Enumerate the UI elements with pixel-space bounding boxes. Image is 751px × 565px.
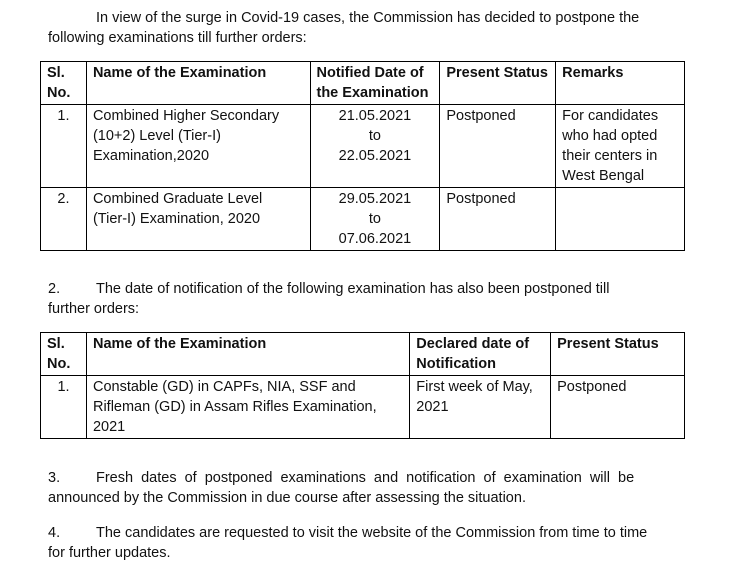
- table-header-row: [41, 62, 685, 105]
- row-remarks: [556, 188, 685, 251]
- header-present-status: Present Status: [551, 333, 685, 376]
- header-remarks: Remarks: [556, 62, 685, 105]
- row-sl: 2.: [41, 188, 87, 251]
- row-exam-name: Combined Graduate Level (Tier-I) Examination, 2020: [86, 188, 310, 251]
- para-3-number: 3.: [48, 470, 61, 486]
- table-row: [41, 376, 685, 439]
- paragraph-4: [48, 523, 738, 563]
- notification-postponed-table: [40, 332, 685, 439]
- para-2-line-2: further orders:: [48, 301, 140, 317]
- header-exam-name: Name of the Examination: [86, 333, 409, 376]
- row-status: Postponed: [440, 188, 556, 251]
- row-date: 21.05.2021 to 22.05.2021: [310, 105, 440, 188]
- row-exam-name: Constable (GD) in CAPFs, NIA, SSF and Rifleman (GD) in Assam Rifles Examination, 2021: [86, 376, 409, 439]
- para-2-number: 2.: [48, 281, 61, 297]
- table-row: [41, 188, 685, 251]
- row-exam-name: Combined Higher Secondary (10+2) Level (Tier-I) Examination,2020: [86, 105, 310, 188]
- row-status: Postponed: [551, 376, 685, 439]
- header-exam-name: Name of the Examination: [86, 62, 310, 105]
- para-3-line-1: Fresh dates of postponed examinations and notification of examination will be: [96, 470, 635, 486]
- para-2-line-1: The date of notification of the following examination has also been postponed till: [96, 281, 610, 297]
- row-remarks: For candidates who had opted their centers in West Bengal: [556, 105, 685, 188]
- table-header-row: [41, 333, 685, 376]
- paragraph-2: [48, 279, 738, 319]
- intro-line-1: In view of the surge in Covid-19 cases, the Commission has decided to postpone the: [96, 10, 640, 26]
- para-3-line-2: announced by the Commission in due course after assessing the situation.: [48, 490, 526, 506]
- row-date: 29.05.2021 to 07.06.2021: [310, 188, 440, 251]
- header-present-status: Present Status: [440, 62, 556, 105]
- para-4-line-2: for further updates.: [48, 545, 171, 561]
- paragraph-3: [48, 468, 738, 508]
- row-date: First week of May, 2021: [410, 376, 551, 439]
- row-sl: 1.: [41, 105, 87, 188]
- para-4-number: 4.: [48, 525, 61, 541]
- row-status: Postponed: [440, 105, 556, 188]
- table-row: [41, 105, 685, 188]
- intro-paragraph: [48, 8, 738, 48]
- intro-line-2: following examinations till further orders:: [48, 30, 307, 46]
- row-sl: 1.: [41, 376, 87, 439]
- header-declared-date: Declared date of Notification: [410, 333, 551, 376]
- header-sl-no: Sl. No.: [41, 62, 87, 105]
- para-4-line-1: The candidates are requested to visit the website of the Commission from time to time: [96, 525, 648, 541]
- postponed-exams-table: [40, 61, 685, 251]
- header-notified-date: Notified Date of the Examination: [310, 62, 440, 105]
- header-sl-no: Sl. No.: [41, 333, 87, 376]
